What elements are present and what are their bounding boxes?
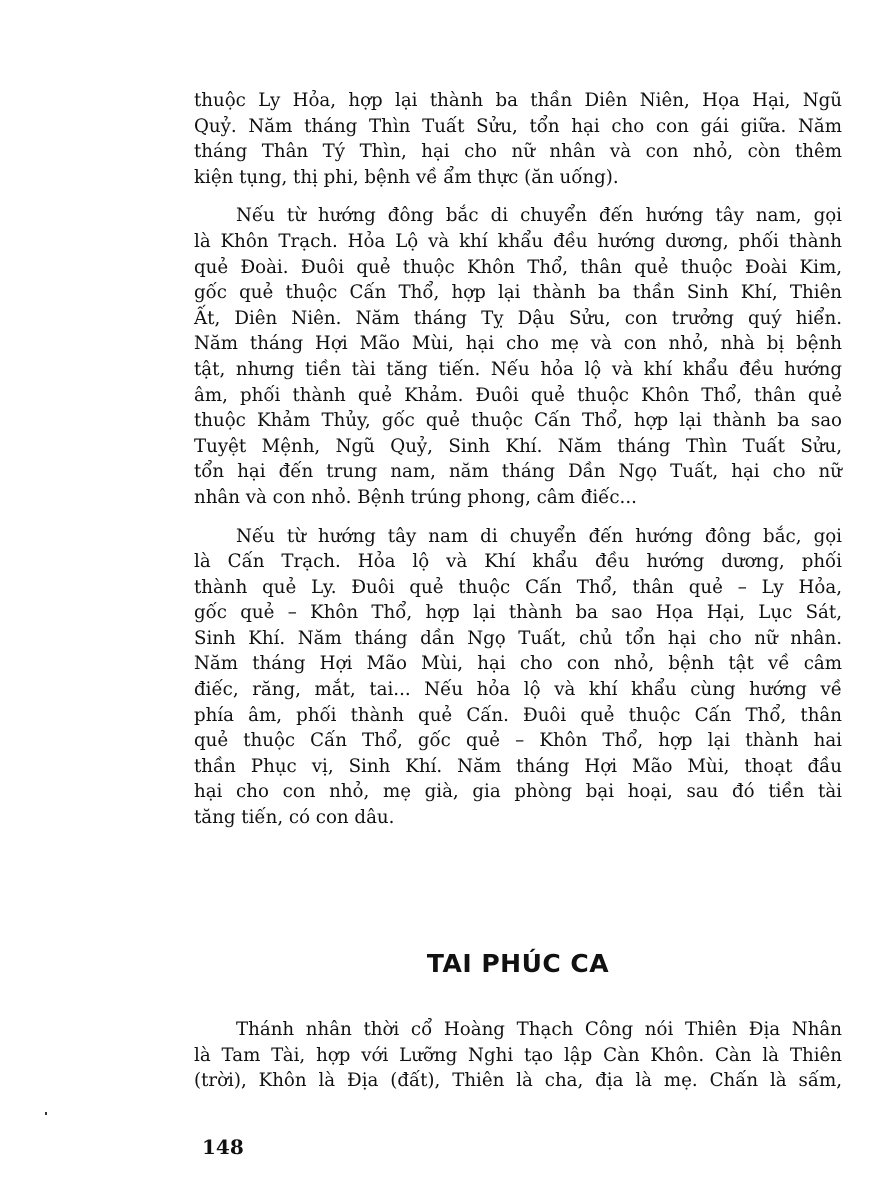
text-line: Sinh Khí. Năm tháng dần Ngọ Tuất, chủ tổn hại cho nữ nhân. [194,627,842,649]
paragraph-1 [194,88,842,190]
text-line: gốc quẻ thuộc Cấn Thổ, hợp lại thành ba thần Sinh Khí, Thiên [194,282,842,304]
text-line: thuộc Ly Hỏa, hợp lại thành ba thần Diên Niên, Họa Hại, Ngũ [194,90,842,111]
text-line: là Cấn Trạch. Hỏa lộ và Khí khẩu đều hướng dương, phối [194,551,842,573]
text-line: phía âm, phối thành quẻ Cấn. Đuôi quẻ thuộc Cấn Thổ, thân [194,704,842,726]
text-line: (trời), Khôn là Địa (đất), Thiên là cha, địa là mẹ. Chấn là sấm, [194,1070,842,1092]
section-body [194,1017,842,1094]
text-line: thành quẻ Ly. Đuôi quẻ thuộc Cấn Thổ, thân quẻ – Ly Hỏa, [194,576,842,598]
text-line: Năm tháng Hợi Mão Mùi, hại cho con nhỏ, bệnh tật về câm [194,653,842,675]
text-line: nhân và con nhỏ. Bệnh trúng phong, câm điếc... [194,486,637,508]
page-number: 148 [202,1135,244,1159]
text-line: tăng tiến, có con dâu. [194,807,395,829]
text-line: là Khôn Trạch. Hỏa Lộ và khí khẩu đều hướng dương, phối thành [194,230,842,252]
text-line: Quỷ. Năm tháng Thìn Tuất Sửu, tổn hại cho con gái giữa. Năm [194,115,842,137]
text-line: tháng Thân Tý Thìn, hại cho nữ nhân và con nhỏ, còn thêm [194,141,842,163]
text-line: gốc quẻ – Khôn Thổ, hợp lại thành ba sao Họa Hại, Lục Sát, [194,602,842,624]
paragraph-2 [194,203,842,510]
section-heading: TAI PHÚC CA [426,949,610,978]
text-line: thần Phục vị, Sinh Khí. Năm tháng Hợi Mão Mùi, thoạt đầu [194,755,842,777]
page-body [194,88,842,831]
text-line: kiện tụng, thị phi, bệnh về ẩm thực (ăn uống). [194,166,619,188]
text-line: là Tam Tài, hợp với Lưỡng Nghi tạo lập Càn Khôn. Càn là Thiên [194,1044,842,1066]
text-line: thuộc Khảm Thủy, gốc quẻ thuộc Cấn Thổ, hợp lại thành ba sao [194,410,842,432]
text-line: hại cho con nhỏ, mẹ già, gia phòng bại hoại, sau đó tiền tài [194,781,842,803]
text-line: Ất, Diên Niên. Năm tháng Tỵ Dậu Sửu, con trưởng quý hiển. [194,307,842,329]
text-line: âm, phối thành quẻ Khảm. Đuôi quẻ thuộc Khôn Thổ, thân quẻ [194,384,842,406]
paragraph-3 [194,524,842,831]
scan-speck [45,1112,47,1115]
text-line: quẻ Đoài. Đuôi quẻ thuộc Khôn Thổ, thân quẻ thuộc Đoài Kim, [194,256,842,278]
text-line: Năm tháng Hợi Mão Mùi, hại cho mẹ và con nhỏ, nhà bị bệnh [194,333,842,355]
text-line: tổn hại đến trung nam, năm tháng Dần Ngọ Tuất, hại cho nữ [194,461,842,483]
text-line: điếc, răng, mắt, tai... Nếu hỏa lộ và khí khẩu cùng hướng về [194,679,842,701]
text-line: Nếu từ hướng tây nam di chuyển đến hướng đông bắc, gọi [236,525,842,547]
text-line: Tuyệt Mệnh, Ngũ Quỷ, Sinh Khí. Năm tháng Thìn Tuất Sửu, [194,435,842,457]
section-paragraph [194,1017,842,1094]
text-line: tật, nhưng tiền tài tăng tiến. Nếu hỏa lộ và khí khẩu đều hướng [194,358,842,380]
text-line: Nếu từ hướng đông bắc di chuyển đến hướng tây nam, gọi [236,205,842,227]
text-line: quẻ thuộc Cấn Thổ, gốc quẻ – Khôn Thổ, hợp lại thành hai [194,730,842,752]
text-line: Thánh nhân thời cổ Hoàng Thạch Công nói Thiên Địa Nhân [236,1019,842,1040]
